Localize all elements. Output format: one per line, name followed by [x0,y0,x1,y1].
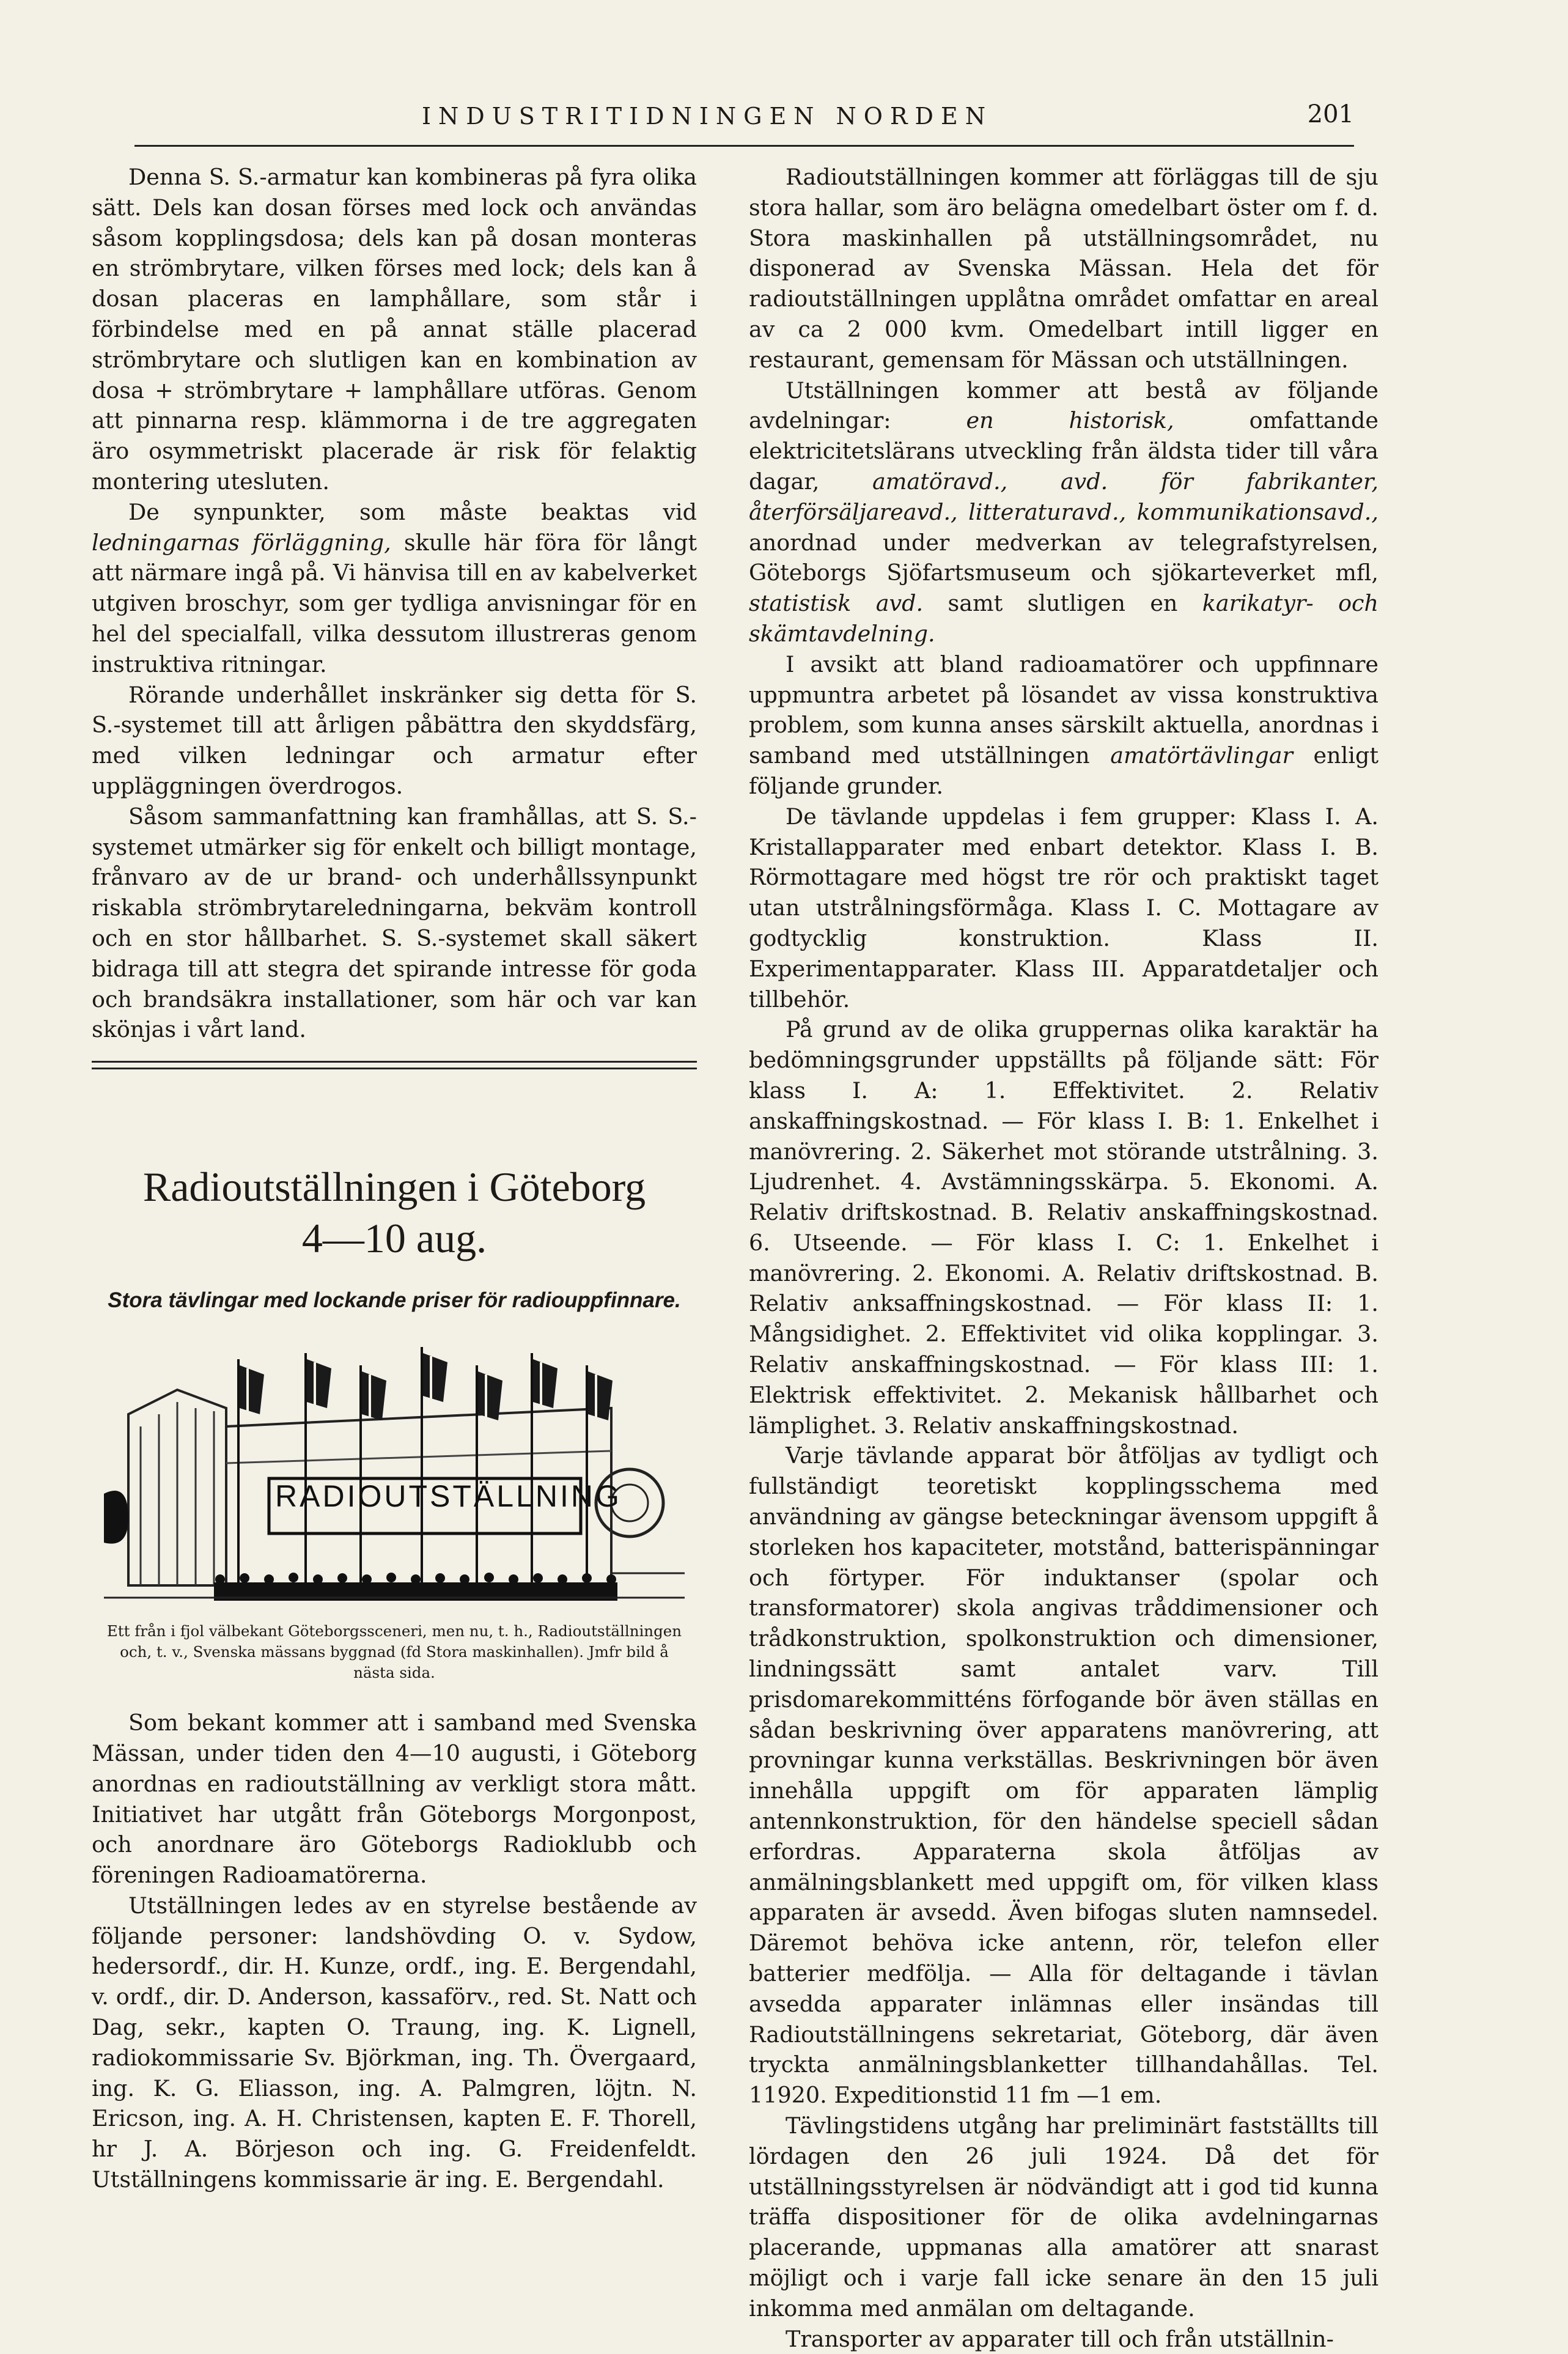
page-header [134,92,1354,147]
header-rule [134,145,1354,147]
paragraph: Som bekant kommer att i samband med Svenska Mässan, under tiden den 4—10 augusti, i Göteborg anordnas en radioutställning av verkligt stora mått. Initiativet har utgått från Göteborgs Morgonpost, och anordnare äro Göteborgs Radioklubb och föreningen Radioamatörerna. [92,1710,697,1889]
section-divider [92,1061,697,1069]
paragraph: Denna S. S.-armatur kan kombineras på fyra olika sätt. Dels kan dosan förses med lock och användas såsom kopplingsdosa; dels kan på dosan monteras en strömbrytare, vilken förses med lock; dels kan å dosan placeras en lamphållare, som står i förbindelse med en på annat ställe placerad strömbrytare och slutligen kan en kombination av dosa + strömbrytare + lamphållare utföras. Genom att pinnarna resp. klämmorna i de tre aggregaten äro osymmetriskt placerade är risk för felaktig montering utesluten. [92,164,697,495]
paragraph: Varje tävlande apparat bör åtföljas av tydligt och fullständigt teoretiskt kopplingsschema med användning av gängse beteckningar ävensom uppgift å storleken hos kapaciteter, motstånd, batterispänningar och förtyper. För induktanser (spolar och transformatorer) skola angivas tråddimensioner och trådkonstruktion, spolkonstruktion och dimensioner, lindningssätt samt antalet varv. Till prisdomarekommitténs förfogande bör även ställas en sådan beskrivning över apparatens manövrering, att provningar kunna verkställas. Beskrivningen bör även innehålla uppgift om för apparaten lämplig antennkonstruktion, för den händelse speciell sådan erfordras. Apparaterna skola åtföljas av anmälningsblankett med uppgift om, för vilken klass apparaten är avsedd. Även bifogas sluten namnsedel. Däremot behöva icke antenn, rör, telefon eller batterier medfölja. — Alla för deltagande i tävlan avsedda apparater inlämnas eller insändas till Radioutställningens sekretariat, Göteborg, där även tryckta anmälningsblanketter tillhandahållas. Tel. 11920. Expeditionstid 11 fm —1 em. [749,1442,1378,2109]
left-column [92,162,697,2195]
paragraph: På grund av de olika gruppernas olika karaktär ha bedömningsgrunder uppställts på följande sätt: För klass I. A: 1. Effektivitet. 2. Relativ anskaffningskostnad. — För klass I. B: 1. Enkelhet i manövrering. 2. Säkerhet mot störande utstrålning. 3. Ljudrenhet. 4. Avstämningsskärpa. 5. Ekonomi. A. Relativ driftskostnad. B. Relativ anskaffningskostnad. 6. Utseende. — För klass I. C: 1. Enkelhet i manövrering. 2. Ekonomi. A. Relativ driftskostnad. B. Relativ anksaffningskostnad. — För klass II: 1. Mångsidighet. 2. Effektivitet vid olika kopplingar. 3. Relativ anskaffningskostnad. — För klass III: 1. Elektrisk effektivitet. 2. Mekanisk hållbarhet och lämplighet. 3. Relativ anskaffningskostnad. [749,1016,1378,1439]
exhibition-illustration [104,1341,685,1610]
paragraph: Såsom sammanfattning kan framhållas, att S. S.-systemet utmärker sig för enkelt och billigt montage, frånvaro av de ur brand- och underhållssynpunkt riskabla strömbrytareledningarna, bekväm kontroll och en stor hållbarhet. S. S.-systemet skall säkert bidraga till att stegra det spirande intresse för goda och brandsäkra installationer, som här och var kan skönjas i vårt land. [92,803,697,1043]
paragraph: Transporter av apparater till och från utställnin- [786,2325,1334,2352]
article-headline: Radioutställningen i Göteborg 4—10 aug. [142,1164,646,1262]
article-subheading: Stora tävlingar med lockande priser för radiouppfinnare. [108,1288,681,1313]
exhibition-drawing [104,1341,685,1610]
paragraph: Radioutställningen kommer att förläggas till de sju stora hallar, som äro belägna omedelbart öster om f. d. Stora maskinhallen på utställningsområdet, nu disponerad av Svenska Mässan. Hela det för radioutställningen upplåtna området omfattar en areal av ca 2 000 kvm. Omedelbart intill ligger en restaurant, gemensam för Mässan och utställningen. [749,164,1378,373]
illustration-sign-text: RADIOUTSTÄLLNING [275,1479,622,1514]
paragraph: Tävlingstidens utgång har preliminärt fastställts till lördagen den 26 juli 1924. Då det för utställningsstyrelsen är nödvändigt att i god tid kunna träffa dispositioner för de olika avdelningarnas placerande, uppmanas alla amatörer att snarast möjligt och i varje fall icke senare än den 15 juli inkomma med anmälan om deltagande. [749,2112,1378,2322]
paragraph: Utställningen kommer att bestå av följande avdelningar: en historisk, omfattande elektricitetslärans utveckling från äldsta tider till våra dagar, amatöravd., avd. för fabrikanter, återförsäljareavd., litteraturavd., kommunikationsavd., anordnad under medverkan av telegrafstyrelsen, Göteborgs Sjöfartsmuseum och sjökarteverket mfl, statistisk avd. samt slutligen en karikatyr- och skämtavdelning. [749,377,1378,647]
right-column [749,162,1378,2354]
paragraph: I avsikt att bland radioamatörer och uppfinnare uppmuntra arbetet på lösandet av vissa konstruktiva problem, som kunna anses särskilt aktuella, anordnas i samband med utställningen amatörtävlingar enligt följande grunder. [749,651,1378,799]
illustration-caption: Ett från i fjol välbekant Göteborgssceneri, men nu, t. h., Radioutställningen och, t. v., Svenska mässans byggnad (fd Stora maskinhallen). Jmfr bild å nästa sida. [106,1622,682,1682]
paragraph: De synpunkter, som måste beaktas vid ledningarnas förläggning, skulle här föra för långt att närmare ingå på. Vi hänvisa till en av kabelverket utgiven broschyr, som ger tydliga anvisningar för en hel del specialfall, vilka dessutom illustreras genom instruktiva ritningar. [92,498,697,677]
paragraph: Utställningen ledes av en styrelse bestående av följande personer: landshövding O. v. Sydow, hedersordf., dir. H. Kunze, ordf., ing. E. Bergendahl, v. ordf., dir. D. Anderson, kassaförv., red. St. Natt och Dag, sekr., kapten O. Traung, ing. K. Lignell, radiokommissarie Sv. Björkman, ing. Th. Övergaard, ing. K. G. Eliasson, ing. A. Palmgren, löjtn. N. Ericson, ing. A. H. Christensen, kapten E. F. Thorell, hr J. A. Börjeson och ing. G. Freidenfeldt. Utställningens kommissarie är ing. E. Bergendahl. [92,1892,697,2193]
paragraph: De tävlande uppdelas i fem grupper: Klass I. A. Kristallapparater med enbart detektor. Klass I. B. Rörmottagare med högst tre rör och praktiskt taget utan utstrålningsförmåga. Klass I. C. Mottagare av godtycklig konstruktion. Klass II. Experimentapparater. Klass III. Apparatdetaljer och tillbehör. [749,803,1378,1013]
paragraph: Rörande underhållet inskränker sig detta för S. S.-systemet till att årligen påbättra den skyddsfärg, med vilken ledningar och armatur efter uppläggningen överdrogos. [92,681,697,799]
page-number: 201 [1307,100,1354,128]
running-title: INDUSTRITIDNINGEN NORDEN [422,103,993,130]
